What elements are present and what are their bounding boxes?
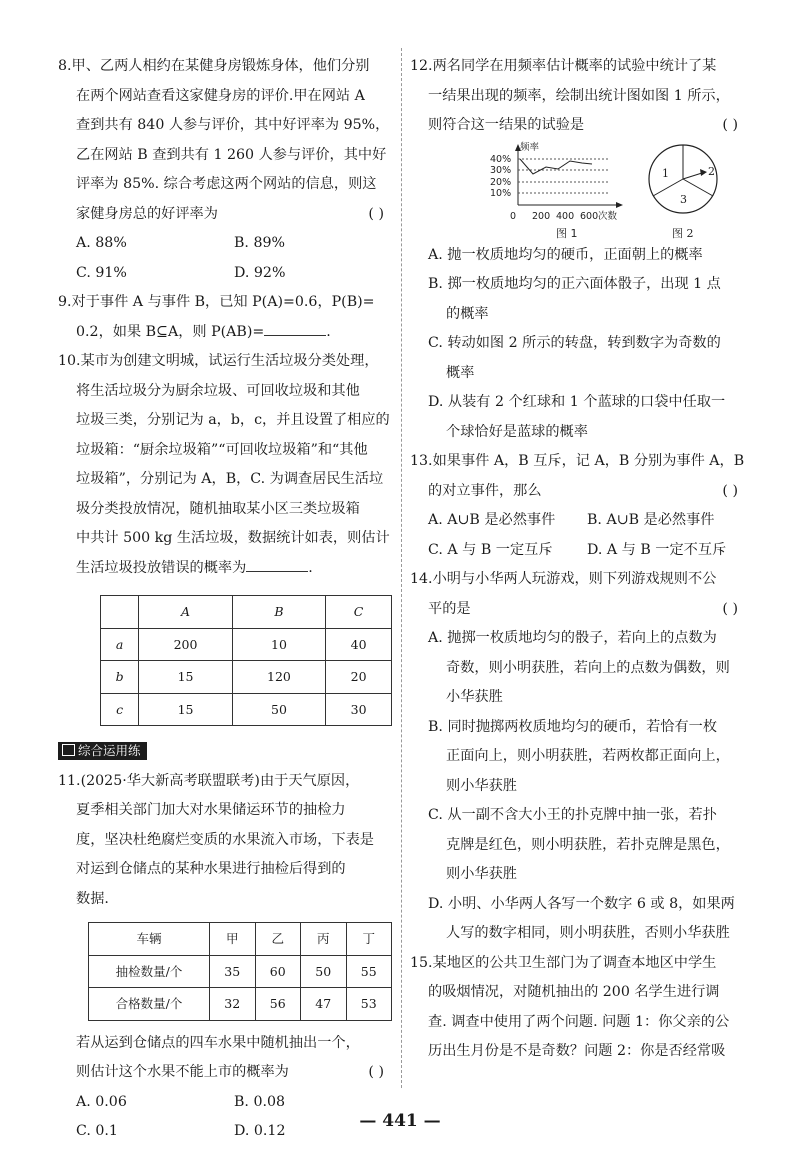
question-number: 12. (410, 58, 433, 74)
option-text: 克牌是红色，则小明获胜，若扑克牌是黑色， (446, 836, 730, 853)
question-text: 两名同学在用频率估计概率的试验中统计了某 (432, 58, 717, 74)
option-text: 个球恰好是蓝球的概率 (446, 423, 588, 440)
question-text: 垃圾三类，分别记为 a，b，c，并且设置了相应的 (76, 412, 390, 428)
option-text: 则小华获胜 (446, 866, 517, 882)
question-number: 13. (410, 453, 433, 469)
option-text: C. 从一副不含大小王的扑克牌中抽一张，若扑 (428, 807, 717, 823)
question-text: 则估计这个水果不能上市的概率为 (76, 1064, 289, 1080)
punctuation: . (326, 323, 331, 340)
option-text: A. 抛掷一枚质地均匀的骰子，若向上的点数为 (428, 630, 717, 646)
table-cell: 乙 (255, 923, 301, 956)
question-text: 0.2，如果 B⊆A，则 P(AB)= (76, 323, 265, 340)
sector-label: 3 (680, 192, 687, 206)
option-text: A. 抛一枚质地均匀的硬币，正面朝上的概率 (428, 246, 703, 263)
question-text: 某市为创建文明城，试运行生活垃圾分类处理， (80, 353, 379, 369)
option-text: 奇数，则小明获胜，若向上的点数为偶数，则 (446, 659, 730, 676)
question-text: 中共计 500 kg 生活垃圾，数据统计如表，则估计 (76, 530, 390, 546)
figure-1-caption: 图 1 (556, 226, 578, 240)
question-13 (410, 447, 746, 565)
question-text: 夏季相关部门加大对水果储运环节的抽检力 (76, 802, 346, 818)
question-10 (58, 347, 392, 726)
table-cell: 35 (210, 955, 256, 988)
question-text: 某地区的公共卫生部门为了调查本地区中学生 (432, 954, 717, 971)
table-cell: 50 (301, 955, 347, 988)
option-b (410, 713, 746, 802)
frequency-line (520, 159, 592, 174)
option-text: 的概率 (446, 305, 489, 322)
x-tick-label: 200 (532, 210, 551, 222)
table-row (101, 661, 392, 694)
table-row (89, 988, 392, 1021)
option-d: D. 0.12 (234, 1123, 286, 1139)
y-tick-label: 30% (490, 164, 512, 176)
book-icon (62, 744, 75, 756)
table-cell: 32 (210, 988, 256, 1021)
option-text: B. 同时抛掷两枚质地均匀的硬币，若恰有一枚 (428, 718, 718, 735)
section-label-text: 综合运用练 (78, 743, 141, 758)
table-cell: 200 (139, 628, 232, 661)
option-d: D. 92% (234, 264, 286, 281)
left-column (58, 52, 392, 1147)
option-c: C. 0.1 (76, 1123, 118, 1139)
table-cell: b (101, 661, 139, 694)
option-d (410, 890, 746, 949)
table-cell: 30 (326, 693, 392, 726)
question-text: 数据. (76, 890, 109, 907)
y-tick-label: 10% (490, 187, 512, 199)
option-text: D. 从装有 2 个红球和 1 个蓝球的口袋中任取一 (428, 394, 726, 410)
answer-bracket: ( ) (722, 600, 738, 617)
table-cell: 丁 (346, 923, 392, 956)
table-cell: C (326, 596, 392, 629)
question-text: (2025·华大新高考联盟联考)由于天气原因， (80, 772, 360, 789)
table-row (101, 628, 392, 661)
option-a (410, 624, 746, 713)
options (58, 229, 392, 288)
spinner-pointer (683, 173, 702, 179)
table-cell: a (101, 628, 139, 661)
question-text: 垃圾箱：“厨余垃圾箱”“可回收垃圾箱”和“其他 (76, 441, 368, 458)
table-cell: 抽检数量/个 (89, 955, 210, 988)
table-cell: 车辆 (89, 923, 210, 956)
question-number: 11. (58, 772, 81, 789)
option-text: 则小华获胜 (446, 777, 517, 794)
option-c (410, 801, 746, 890)
table-cell: 47 (301, 988, 347, 1021)
answer-blank (264, 321, 326, 336)
table-cell: 10 (232, 628, 325, 661)
section-label (58, 742, 147, 760)
table-cell: 甲 (210, 923, 256, 956)
table-cell: 40 (326, 628, 392, 661)
sector-label: 2 (708, 164, 715, 178)
question-text: 生活垃圾投放错误的概率为 (76, 559, 247, 576)
spinner-divider (653, 179, 683, 196)
option-text: 正面向上，则小明获胜，若两枚都正面向上， (446, 748, 730, 764)
question-text: 查到共有 840 人参与评价，其中好评率为 95%， (76, 117, 390, 133)
option-text: 小华获胜 (446, 689, 503, 705)
question-number: 10. (58, 353, 81, 369)
question-text: 对于事件 A 与事件 B，已知 P(A)=0.6，P(B)= (71, 294, 375, 310)
option-a: A. A∪B 是必然事件 (428, 512, 556, 528)
table-header-row (89, 923, 392, 956)
x-axis-label: 次数 (598, 210, 618, 222)
question-text: 在两个网站查看这家健身房的评价.甲在网站 A (76, 87, 365, 104)
table-cell: 60 (255, 955, 301, 988)
question-number: 15. (410, 954, 433, 971)
table-cell: A (139, 596, 232, 629)
question-text: 若从运到仓储点的四车水果中随机抽出一个， (76, 1034, 360, 1051)
option-d: D. A 与 B 一定不互斥 (587, 541, 727, 558)
spinner-divider (683, 179, 713, 196)
figure-2-caption: 图 2 (672, 226, 694, 240)
x-axis-arrow (616, 202, 623, 208)
question-text: 垃圾箱”，分别记为 A，B，C. 为调查居民生活垃 (76, 471, 384, 487)
table-header-row (101, 596, 392, 629)
question-text: 圾分类投放情况，随机抽取某小区三类垃圾箱 (76, 500, 360, 517)
option-a (410, 241, 746, 271)
table-cell: 50 (232, 693, 325, 726)
question-text: 的吸烟情况，对随机抽出的 200 名学生进行调 (428, 984, 720, 1000)
question-text: 如果事件 A，B 互斥，记 A，B 分别为事件 A，B (432, 453, 745, 469)
option-b: B. A∪B 是必然事件 (587, 512, 715, 528)
fruit-table (88, 922, 392, 1021)
question-15 (410, 949, 746, 1067)
option-text: 概率 (446, 364, 475, 381)
options (410, 506, 746, 565)
answer-bracket: ( ) (722, 117, 738, 133)
question-8 (58, 52, 392, 288)
question-text: 甲、乙两人相约在某健身房锻炼身体，他们分别 (71, 58, 370, 74)
y-tick-label: 20% (490, 176, 512, 188)
x-tick-label: 400 (556, 210, 575, 222)
option-c: C. A 与 B 一定互斥 (428, 541, 553, 558)
question-text: 评率为 85%. 综合考虑这两个网站的信息，则这 (76, 176, 377, 192)
option-c (410, 329, 746, 388)
column-divider (401, 48, 402, 1088)
question-text: 乙在网站 B 查到共有 1 260 人参与评价，其中好 (76, 146, 387, 163)
sector-label: 1 (662, 166, 669, 180)
punctuation: . (308, 559, 313, 576)
question-text: 小明与小华两人玩游戏，则下列游戏规则不公 (432, 571, 717, 587)
option-text: B. 掷一枚质地均匀的正六面体骰子，出现 1 点 (428, 276, 721, 292)
question-9 (58, 288, 392, 347)
option-a: A. 88% (76, 235, 127, 251)
option-d (410, 388, 746, 447)
question-text: 平的是 (428, 600, 471, 617)
question-text: 一结果出现的频率，绘制出统计图如图 1 所示， (428, 87, 730, 104)
table-cell: 合格数量/个 (89, 988, 210, 1021)
question-text: 的对立事件，那么 (428, 482, 542, 499)
y-tick-label: 40% (490, 153, 512, 165)
option-text: 人写的数字相同，则小明获胜，否则小华获胜 (446, 925, 730, 941)
table-cell: 120 (232, 661, 325, 694)
figures (428, 141, 746, 241)
option-b: B. 89% (234, 235, 285, 251)
table-row (101, 693, 392, 726)
x-tick-label: 0 (510, 210, 517, 222)
answer-bracket: ( ) (722, 482, 738, 499)
question-number: 8. (58, 58, 72, 74)
option-b (410, 270, 746, 329)
answer-blank (246, 557, 308, 572)
table-cell: c (101, 693, 139, 726)
question-text: 度，坚决杜绝腐烂变质的水果流入市场，下表是 (76, 831, 374, 848)
question-text: 查. 调查中使用了两个问题. 问题 1：你父亲的公 (428, 1013, 730, 1030)
option-c: C. 91% (76, 264, 127, 281)
table-cell: 15 (139, 693, 232, 726)
option-a: A. 0.06 (76, 1093, 127, 1110)
question-number: 14. (410, 571, 433, 587)
option-b: B. 0.08 (234, 1093, 286, 1110)
x-tick-label: 600 (580, 210, 599, 222)
table-cell: 56 (255, 988, 301, 1021)
question-text: 对运到仓储点的某种水果进行抽检后得到的 (76, 861, 346, 877)
question-number: 9. (58, 294, 72, 310)
y-axis-label: 频率 (520, 141, 540, 153)
question-text: 家健身房总的好评率为 (76, 205, 218, 222)
table-cell: B (232, 596, 325, 629)
table-cell: 55 (346, 955, 392, 988)
table-cell: 丙 (301, 923, 347, 956)
answer-bracket: ( ) (368, 1064, 384, 1080)
table-cell: 53 (346, 988, 392, 1021)
answer-bracket: ( ) (368, 205, 384, 222)
option-text: C. 转动如图 2 所示的转盘，转到数字为奇数的 (428, 335, 721, 351)
table-row (89, 955, 392, 988)
question-12 (410, 52, 746, 447)
question-text: 将生活垃圾分为厨余垃圾、可回收垃圾和其他 (76, 382, 360, 399)
question-11 (58, 767, 392, 1147)
question-text: 历出生月份是不是奇数？问题 2：你是否经常吸 (428, 1043, 726, 1059)
right-column (410, 52, 746, 1067)
question-14 (410, 565, 746, 949)
table-cell (101, 596, 139, 629)
pointer-arrow (700, 169, 707, 176)
table-cell: 20 (326, 661, 392, 694)
table-cell: 15 (139, 661, 232, 694)
figure-group (458, 141, 768, 241)
page-number: — 441 — (359, 1111, 441, 1131)
question-text: 则符合这一结果的试验是 (428, 117, 585, 133)
option-text: D. 小明、小华两人各写一个数字 6 或 8，如果两 (428, 895, 735, 912)
waste-table (100, 595, 392, 726)
